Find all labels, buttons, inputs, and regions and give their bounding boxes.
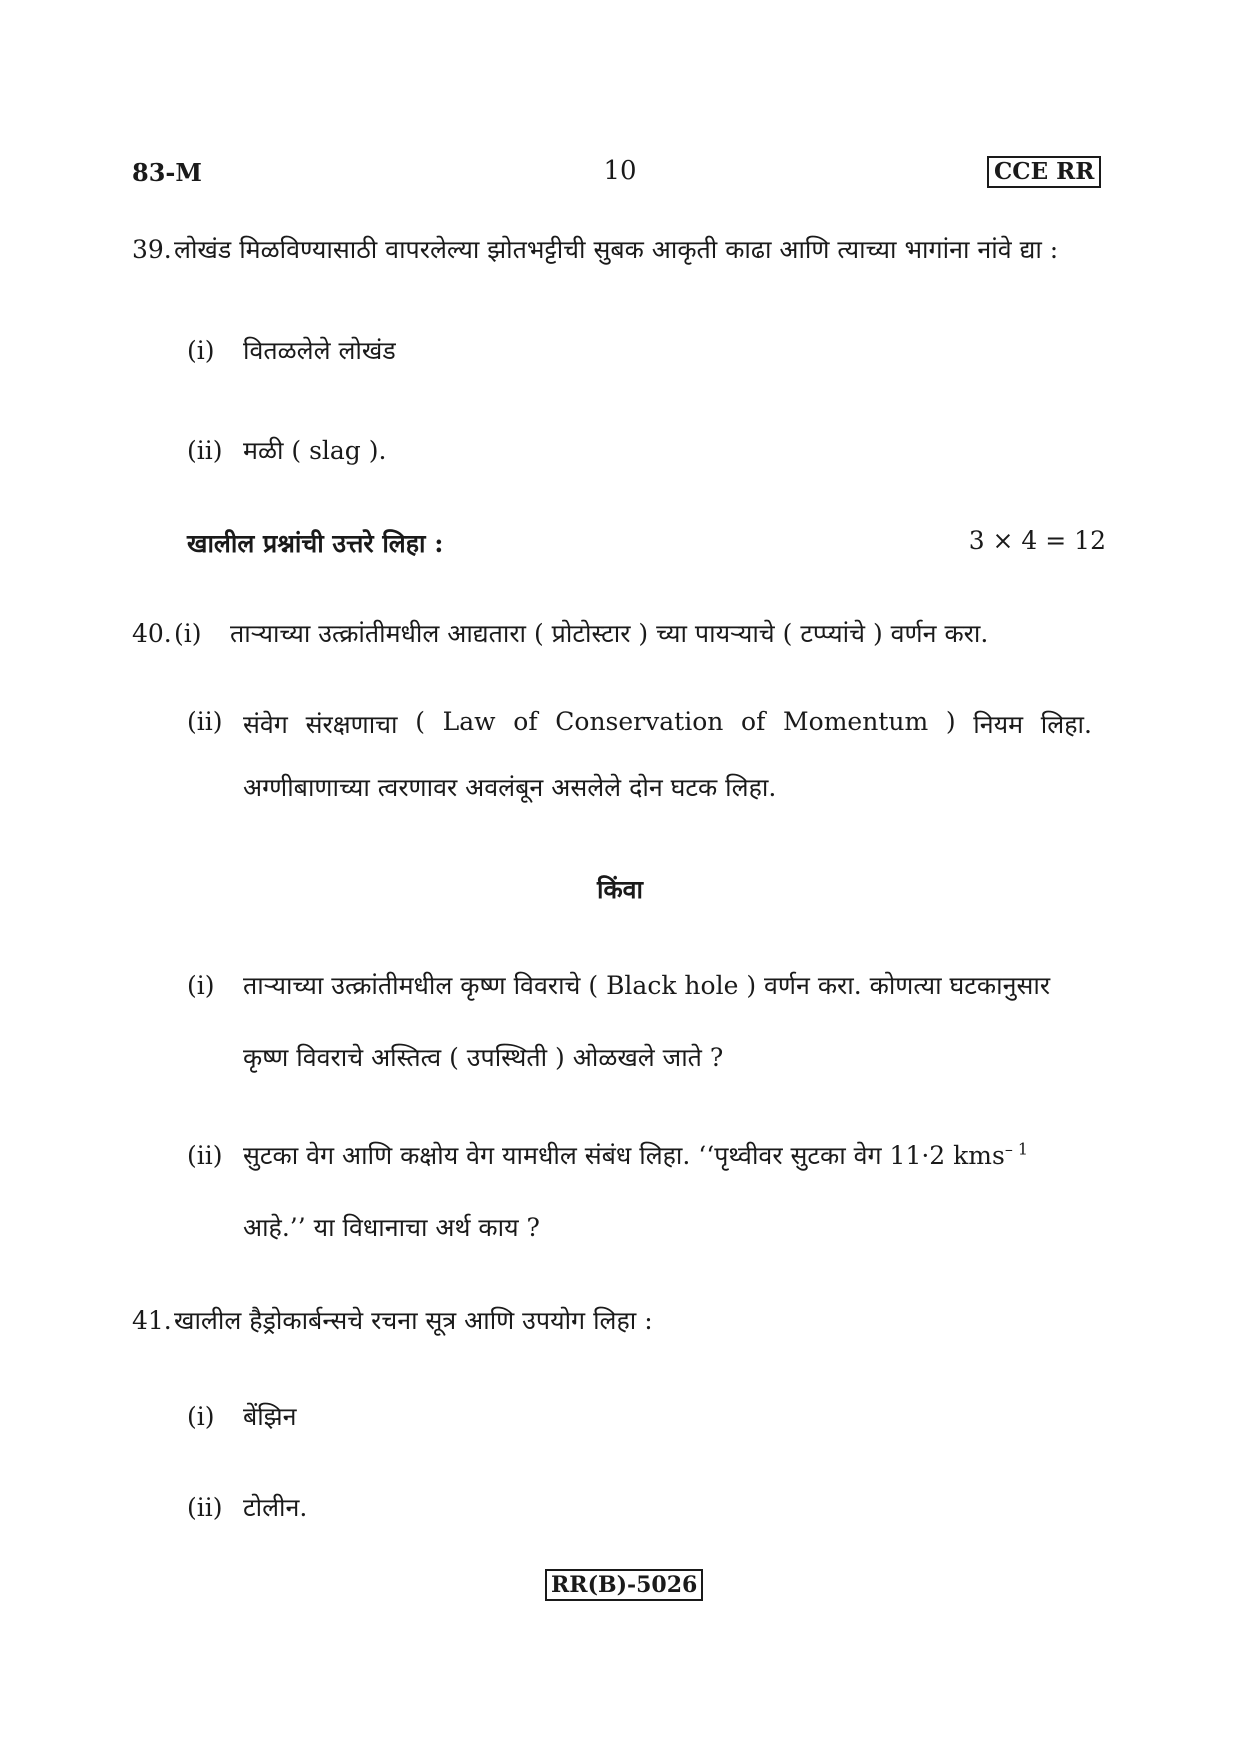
q41-part-ii (187, 1490, 307, 1524)
paper-code: 83-M (132, 158, 202, 187)
word: ) (945, 707, 956, 736)
q40-alt-ii-line2: आहे.’’ या विधानाचा अर्थ काय ? (243, 1213, 540, 1242)
part-text: ताऱ्याच्या उत्क्रांतीमधील कृष्ण विवराचे ( Black hole ) वर्णन करा. कोणत्या घटकानुसार (243, 971, 1051, 1000)
question-text: लोखंड मिळविण्यासाठी वापरलेल्या झोतभट्टीची सुबक आकृती काढा आणि त्याच्या भागांना नांवे द्या : (174, 235, 1059, 264)
word: of (741, 707, 766, 736)
word: लिहा. (1040, 710, 1092, 739)
question-41 (132, 1303, 653, 1337)
part-text: सुटका वेग आणि कक्षोय वेग यामधील संबंध लिहा. ‘‘पृथ्वीवर सुटका वेग 11·2 kms (243, 1141, 1005, 1170)
part-text: बेंझिन (243, 1402, 297, 1431)
question-number: 41. (132, 1306, 172, 1335)
part-text: टोलीन. (243, 1493, 308, 1522)
word: Momentum (783, 707, 929, 736)
section-instruction: खालील प्रश्नांची उत्तरे लिहा : (187, 529, 444, 558)
part-text: ताऱ्याच्या उत्क्रांतीमधील आद्यतारा ( प्रोटोस्टार ) च्या पायऱ्याचे ( टप्प्यांचे ) वर्णन करा. (230, 619, 989, 648)
word: नियम (973, 710, 1024, 739)
word: ( (415, 707, 425, 736)
q40-ii-line2: अग्णीबाणाच्या त्वरणावर अवलंबून असलेले दोन घटक लिहा. (243, 773, 777, 802)
q40-alt-i (187, 968, 1050, 1002)
part-label: (ii) (187, 436, 223, 465)
part-label: (ii) (187, 707, 223, 736)
question-40-ii (187, 707, 1092, 741)
part-text: मळी ( slag ). (243, 436, 387, 465)
part-label: (ii) (187, 1493, 223, 1522)
question-text: खालील हैड्रोकार्बन्सचे रचना सूत्र आणि उपयोग लिहा : (174, 1306, 653, 1335)
question-number: 40. (132, 619, 172, 648)
word: संवेग (243, 710, 288, 739)
part-text: वितळलेले लोखंड (243, 336, 396, 365)
q40-alt-i-line2: कृष्ण विवराचे अस्तित्व ( उपस्थिती ) ओळखले जाते ? (243, 1043, 724, 1072)
word: Conservation (555, 707, 724, 736)
part-label: (i) (187, 1402, 215, 1431)
part-label: (i) (174, 619, 202, 648)
question-number: 39. (132, 235, 172, 264)
series-box: CCE RR (987, 156, 1101, 188)
question-39 (132, 232, 1058, 266)
superscript: – 1 (1004, 1139, 1029, 1159)
q40-alt-ii (187, 1138, 1028, 1172)
q39-part-ii (187, 433, 386, 467)
part-label: (ii) (187, 1141, 223, 1170)
question-40-i (132, 616, 988, 650)
word: संरक्षणाचा (305, 710, 398, 739)
footer-code-box: RR(B)-5026 (545, 1569, 703, 1601)
q39-part-i (187, 333, 396, 367)
section-marks: 3 × 4 = 12 (968, 526, 1106, 555)
part-label: (i) (187, 336, 215, 365)
part-label: (i) (187, 971, 215, 1000)
word: Law (442, 707, 496, 736)
word: of (513, 707, 538, 736)
page-number: 10 (603, 156, 637, 186)
or-divider: किंवा (596, 875, 644, 904)
q41-part-i (187, 1399, 297, 1433)
part-text-line1 (243, 707, 1092, 741)
